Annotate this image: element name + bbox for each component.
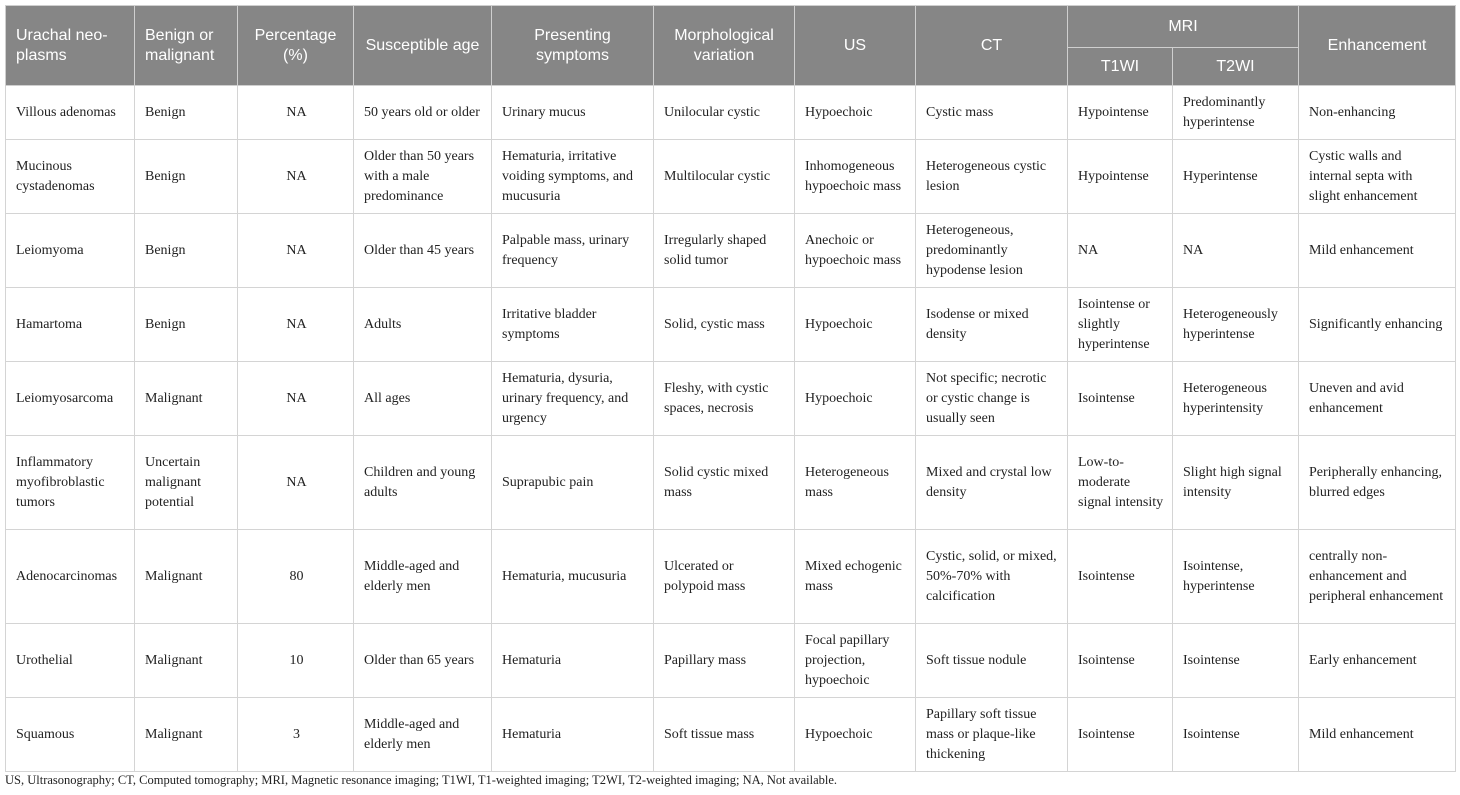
- cell-benign-malignant: Uncertain malignant potential: [135, 436, 238, 530]
- cell-ct: Cystic mass: [916, 86, 1068, 140]
- header-t1wi: T1WI: [1068, 48, 1173, 86]
- cell-t1wi: Isointense: [1068, 698, 1173, 772]
- cell-us: Heterogeneous mass: [795, 436, 916, 530]
- cell-neoplasm: Mucinous cystadenomas: [6, 140, 135, 214]
- cell-morphological-variation: Irregularly shaped solid tumor: [654, 214, 795, 288]
- cell-neoplasm: Urothelial: [6, 624, 135, 698]
- cell-t1wi: Isointense: [1068, 624, 1173, 698]
- cell-enhancement: Non-enhancing: [1299, 86, 1456, 140]
- cell-us: Hypoechoic: [795, 698, 916, 772]
- cell-t1wi: Hypointense: [1068, 86, 1173, 140]
- cell-presenting-symptoms: Irritative bladder symptoms: [492, 288, 654, 362]
- header-morphological-variation: Morphological variation: [654, 6, 795, 86]
- cell-neoplasm: Leiomyosarcoma: [6, 362, 135, 436]
- header-presenting-symptoms: Presenting symptoms: [492, 6, 654, 86]
- cell-percentage: NA: [238, 86, 354, 140]
- cell-morphological-variation: Fleshy, with cystic spaces, necrosis: [654, 362, 795, 436]
- cell-morphological-variation: Soft tissue mass: [654, 698, 795, 772]
- cell-enhancement: Early enhancement: [1299, 624, 1456, 698]
- cell-us: Inhomogeneous hypoechoic mass: [795, 140, 916, 214]
- cell-enhancement: Significantly enhancing: [1299, 288, 1456, 362]
- cell-t2wi: Hyperintense: [1173, 140, 1299, 214]
- cell-percentage: NA: [238, 362, 354, 436]
- cell-enhancement: Cystic walls and internal septa with slight enhancement: [1299, 140, 1456, 214]
- cell-enhancement: Peripherally enhancing, blurred edges: [1299, 436, 1456, 530]
- cell-enhancement: Mild enhancement: [1299, 214, 1456, 288]
- header-mri: MRI: [1068, 6, 1299, 48]
- cell-us: Mixed echogenic mass: [795, 530, 916, 624]
- cell-percentage: NA: [238, 140, 354, 214]
- header-us: US: [795, 6, 916, 86]
- urachal-neoplasms-table: [5, 5, 1456, 772]
- cell-benign-malignant: Malignant: [135, 698, 238, 772]
- cell-ct: Soft tissue nodule: [916, 624, 1068, 698]
- cell-benign-malignant: Malignant: [135, 624, 238, 698]
- cell-percentage: 3: [238, 698, 354, 772]
- table-row: [6, 214, 1456, 288]
- cell-percentage: NA: [238, 436, 354, 530]
- cell-percentage: NA: [238, 288, 354, 362]
- cell-enhancement: Mild enhancement: [1299, 698, 1456, 772]
- table-row: [6, 624, 1456, 698]
- cell-morphological-variation: Papillary mass: [654, 624, 795, 698]
- cell-benign-malignant: Malignant: [135, 362, 238, 436]
- cell-susceptible-age: Middle-aged and elderly men: [354, 530, 492, 624]
- cell-us: Hypoechoic: [795, 86, 916, 140]
- cell-us: Focal papillary projection, hypoechoic: [795, 624, 916, 698]
- cell-susceptible-age: Older than 50 years with a male predominance: [354, 140, 492, 214]
- cell-neoplasm: Leiomyoma: [6, 214, 135, 288]
- cell-susceptible-age: Older than 45 years: [354, 214, 492, 288]
- cell-presenting-symptoms: Hematuria: [492, 698, 654, 772]
- cell-t1wi: Isointense: [1068, 530, 1173, 624]
- cell-presenting-symptoms: Hematuria: [492, 624, 654, 698]
- cell-susceptible-age: Older than 65 years: [354, 624, 492, 698]
- cell-morphological-variation: Solid cystic mixed mass: [654, 436, 795, 530]
- table-body: [6, 86, 1456, 772]
- cell-benign-malignant: Malignant: [135, 530, 238, 624]
- header-t2wi: T2WI: [1173, 48, 1299, 86]
- cell-enhancement: centrally non-enhancement and peripheral enhancement: [1299, 530, 1456, 624]
- cell-morphological-variation: Solid, cystic mass: [654, 288, 795, 362]
- cell-t2wi: NA: [1173, 214, 1299, 288]
- table-row: [6, 140, 1456, 214]
- cell-ct: Heterogeneous cystic lesion: [916, 140, 1068, 214]
- cell-t1wi: Isointense or slightly hyperintense: [1068, 288, 1173, 362]
- cell-presenting-symptoms: Urinary mucus: [492, 86, 654, 140]
- cell-susceptible-age: Middle-aged and elderly men: [354, 698, 492, 772]
- cell-t1wi: Isointense: [1068, 362, 1173, 436]
- cell-t2wi: Isointense: [1173, 624, 1299, 698]
- cell-susceptible-age: All ages: [354, 362, 492, 436]
- cell-percentage: 80: [238, 530, 354, 624]
- cell-neoplasm: Hamartoma: [6, 288, 135, 362]
- cell-t2wi: Isointense, hyperintense: [1173, 530, 1299, 624]
- cell-ct: Cystic, solid, or mixed, 50%-70% with calcification: [916, 530, 1068, 624]
- header-benign-or-malignant: Benign or malignant: [135, 6, 238, 86]
- cell-t2wi: Isointense: [1173, 698, 1299, 772]
- cell-ct: Mixed and crystal low density: [916, 436, 1068, 530]
- header-ct: CT: [916, 6, 1068, 86]
- header-percentage: Percentage (%): [238, 6, 354, 86]
- cell-us: Hypoechoic: [795, 288, 916, 362]
- cell-t2wi: Heterogeneous hyperintensity: [1173, 362, 1299, 436]
- table-row: [6, 362, 1456, 436]
- table-row: [6, 86, 1456, 140]
- cell-t2wi: Slight high signal intensity: [1173, 436, 1299, 530]
- cell-presenting-symptoms: Suprapubic pain: [492, 436, 654, 530]
- cell-presenting-symptoms: Palpable mass, urinary frequency: [492, 214, 654, 288]
- cell-susceptible-age: Adults: [354, 288, 492, 362]
- header-enhancement: Enhancement: [1299, 6, 1456, 86]
- cell-ct: Isodense or mixed density: [916, 288, 1068, 362]
- cell-morphological-variation: Ulcerated or polypoid mass: [654, 530, 795, 624]
- table-row: [6, 436, 1456, 530]
- cell-neoplasm: Villous adenomas: [6, 86, 135, 140]
- cell-t1wi: Low-to-moderate signal intensity: [1068, 436, 1173, 530]
- cell-neoplasm: Squamous: [6, 698, 135, 772]
- cell-benign-malignant: Benign: [135, 214, 238, 288]
- cell-ct: Heterogeneous, predominantly hypodense lesion: [916, 214, 1068, 288]
- cell-t2wi: Predominantly hyperintense: [1173, 86, 1299, 140]
- cell-neoplasm: Adenocarcinomas: [6, 530, 135, 624]
- cell-ct: Not specific; necrotic or cystic change is usually seen: [916, 362, 1068, 436]
- cell-benign-malignant: Benign: [135, 288, 238, 362]
- table-row: [6, 530, 1456, 624]
- cell-neoplasm: Inflammatory myofibroblastic tumors: [6, 436, 135, 530]
- table-row: [6, 698, 1456, 772]
- cell-us: Hypoechoic: [795, 362, 916, 436]
- cell-presenting-symptoms: Hematuria, mucusuria: [492, 530, 654, 624]
- cell-us: Anechoic or hypoechoic mass: [795, 214, 916, 288]
- cell-t2wi: Heterogeneously hyperintense: [1173, 288, 1299, 362]
- cell-susceptible-age: Children and young adults: [354, 436, 492, 530]
- cell-presenting-symptoms: Hematuria, irritative voiding symptoms, and mucusuria: [492, 140, 654, 214]
- cell-benign-malignant: Benign: [135, 86, 238, 140]
- cell-t1wi: Hypointense: [1068, 140, 1173, 214]
- table-row: [6, 288, 1456, 362]
- header-urachal-neoplasms: Urachal neo-plasms: [6, 6, 135, 86]
- cell-morphological-variation: Multilocular cystic: [654, 140, 795, 214]
- table-footnote: US, Ultrasonography; CT, Computed tomography; MRI, Magnetic resonance imaging; T1WI, T1-weighted imaging; T2WI, T2-weighted imaging; NA, Not available.: [5, 773, 838, 787]
- cell-susceptible-age: 50 years old or older: [354, 86, 492, 140]
- cell-presenting-symptoms: Hematuria, dysuria, urinary frequency, and urgency: [492, 362, 654, 436]
- cell-ct: Papillary soft tissue mass or plaque-like thickening: [916, 698, 1068, 772]
- cell-percentage: 10: [238, 624, 354, 698]
- cell-benign-malignant: Benign: [135, 140, 238, 214]
- cell-morphological-variation: Unilocular cystic: [654, 86, 795, 140]
- cell-t1wi: NA: [1068, 214, 1173, 288]
- header-susceptible-age: Susceptible age: [354, 6, 492, 86]
- cell-enhancement: Uneven and avid enhancement: [1299, 362, 1456, 436]
- cell-percentage: NA: [238, 214, 354, 288]
